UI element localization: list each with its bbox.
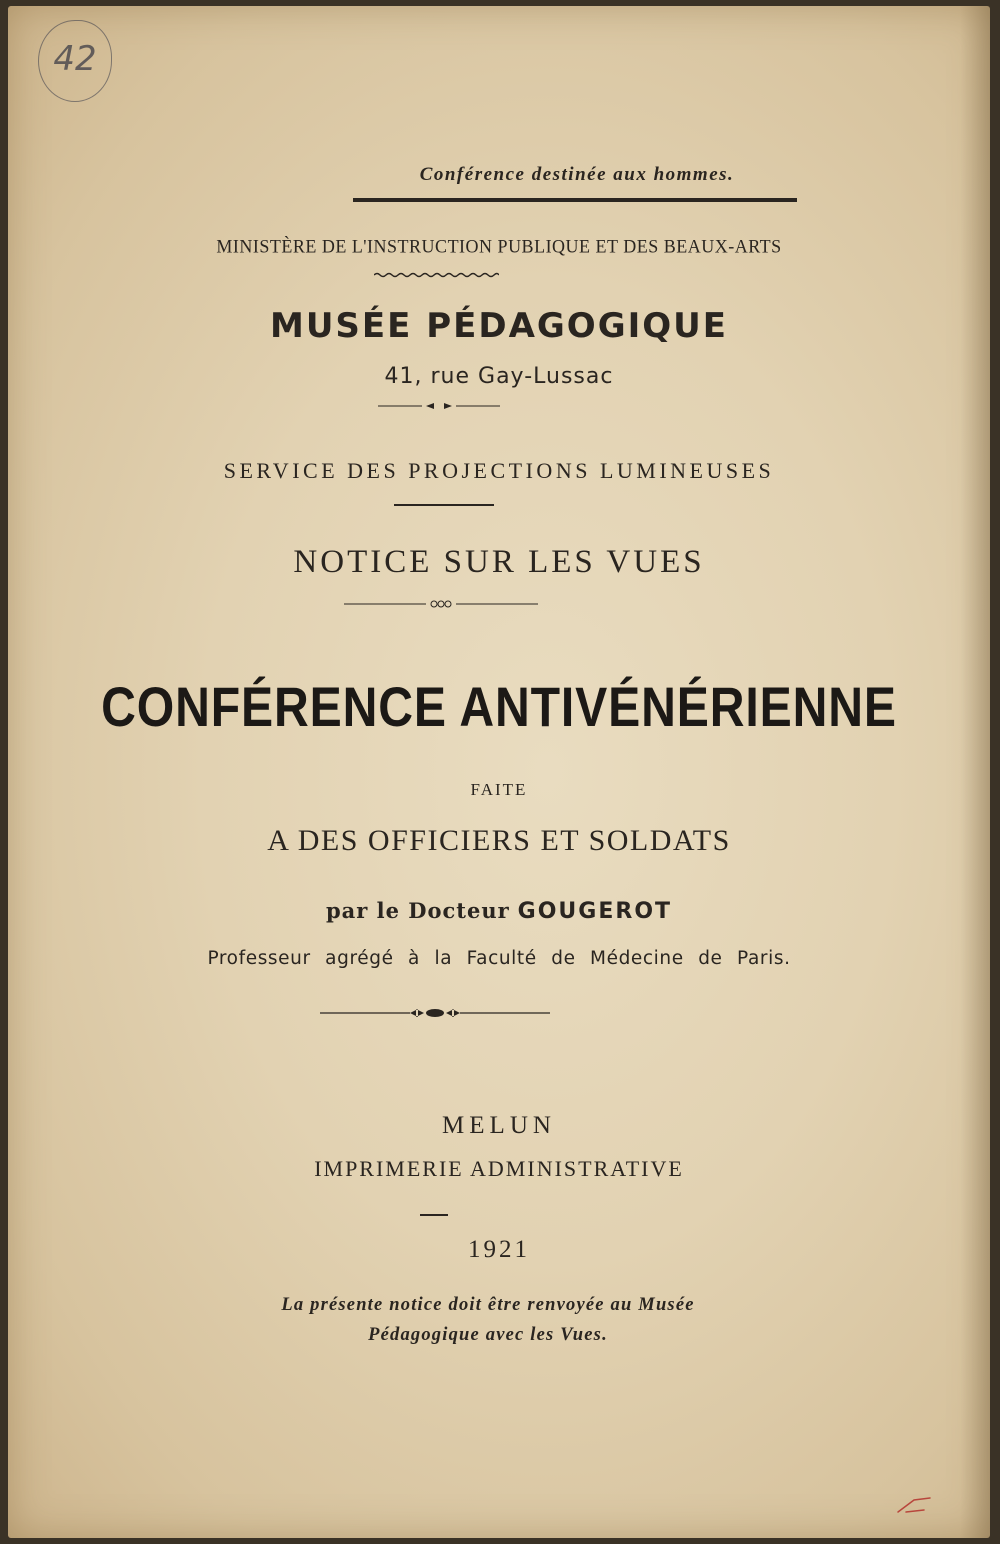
author-line [8, 898, 990, 924]
publisher-city: MELUN [442, 1112, 556, 1139]
ministry-line: MINISTÈRE DE L'INSTRUCTION PUBLIQUE ET DES BEAUX-ARTS [216, 235, 782, 257]
document-page [8, 6, 990, 1538]
publisher-printer: IMPRIMERIE ADMINISTRATIVE [314, 1156, 684, 1181]
red-pencil-mark [894, 1494, 934, 1516]
header-tag: Conférence destinée aux hommes. [419, 164, 735, 185]
small-dash-ornament [378, 401, 500, 411]
audience-line: A DES OFFICIERS ET SOLDATS [267, 824, 731, 857]
header-tag-rule [353, 198, 797, 202]
service-line: SERVICE DES PROJECTIONS LUMINEUSES [223, 458, 775, 483]
service-rule [394, 504, 494, 506]
museum-address: 41, rue Gay-Lussac [384, 364, 614, 389]
author-prefix: par le Docteur [325, 898, 510, 923]
faite-label: FAITE [470, 780, 528, 799]
main-title: CONFÉRENCE ANTIVÉNÉRIENNE [101, 675, 897, 738]
notice-title: NOTICE SUR LES VUES [293, 544, 705, 580]
year-dash [420, 1214, 448, 1216]
publication-year: 1921 [468, 1236, 530, 1263]
return-note-line-1: La présente notice doit être renvoyée au Musée [281, 1295, 695, 1315]
diamond-rule-ornament [320, 1006, 550, 1020]
wavy-rule-ornament [374, 272, 499, 278]
author-title: Professeur agrégé à la Faculté de Médecine de Paris. [207, 948, 791, 969]
handwritten-shelfmark: 42 [38, 20, 112, 102]
author-name: GOUGEROT [517, 899, 673, 924]
return-note-line-2: Pédagogique avec les Vues. [368, 1325, 608, 1345]
scroll-rule-ornament [344, 598, 538, 610]
museum-name: MUSÉE PÉDAGOGIQUE [269, 306, 728, 346]
